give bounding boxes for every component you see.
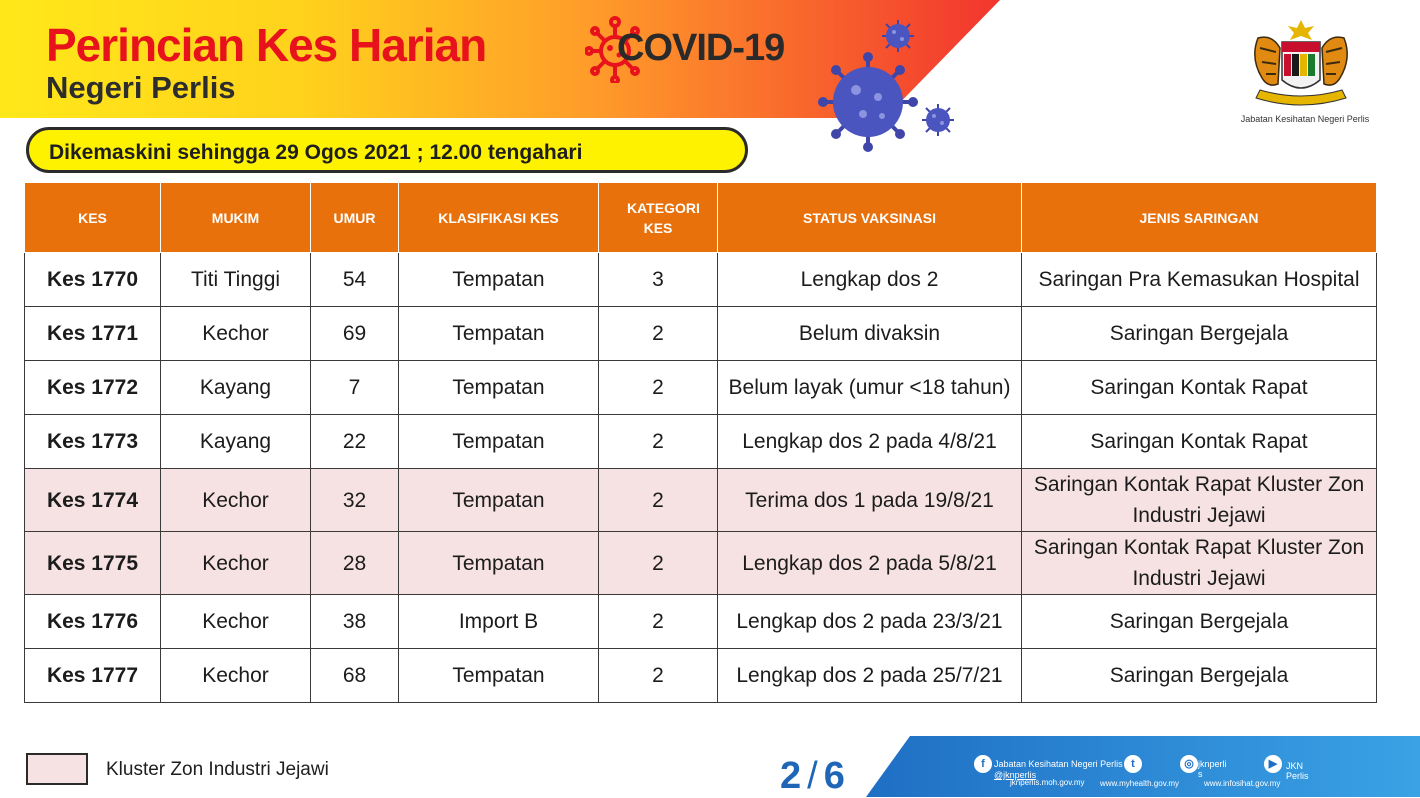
vaccination-status-cell: Lengkap dos 2 pada 23/3/21 [718, 595, 1022, 649]
vaccination-status-cell: Lengkap dos 2 pada 25/7/21 [718, 649, 1022, 703]
website-link[interactable]: www.infosihat.gov.my [1204, 779, 1281, 788]
category-cell: 2 [599, 469, 718, 532]
facebook-label[interactable]: Jabatan Kesihatan Negeri Perlis [994, 759, 1123, 769]
column-header-klasifikasi: KLASIFIKASI KES [399, 183, 599, 253]
page-title: Perincian Kes Harian [46, 19, 487, 71]
mukim-cell: Titi Tinggi [161, 253, 311, 307]
classification-cell: Tempatan [399, 469, 599, 532]
table-row [25, 415, 1377, 469]
vaccination-status-cell: Belum layak (umur <18 tahun) [718, 361, 1022, 415]
case-id: Kes 1770 [25, 253, 161, 307]
total-pages: 6 [823, 755, 845, 797]
age-cell: 54 [311, 253, 399, 307]
coat-of-arms-icon [1238, 18, 1364, 114]
table-row [25, 649, 1377, 703]
category-cell: 2 [599, 532, 718, 595]
table-row-cluster [25, 532, 1377, 595]
table-header-row [25, 183, 1377, 253]
table-row-cluster [25, 469, 1377, 532]
mukim-cell: Kechor [161, 469, 311, 532]
vaccination-status-cell: Terima dos 1 pada 19/8/21 [718, 469, 1022, 532]
classification-cell: Tempatan [399, 307, 599, 361]
screening-type-cell: Saringan Kontak Rapat [1022, 361, 1377, 415]
category-cell: 3 [599, 253, 718, 307]
vaccination-status-cell: Belum divaksin [718, 307, 1022, 361]
table-row [25, 253, 1377, 307]
classification-cell: Tempatan [399, 361, 599, 415]
category-cell: 2 [599, 649, 718, 703]
age-cell: 7 [311, 361, 399, 415]
mukim-cell: Kechor [161, 649, 311, 703]
category-cell: 2 [599, 595, 718, 649]
case-id: Kes 1772 [25, 361, 161, 415]
screening-type-cell: Saringan Bergejala [1022, 649, 1377, 703]
age-cell: 32 [311, 469, 399, 532]
mukim-cell: Kayang [161, 361, 311, 415]
column-header-kategori: KATEGORI KES [599, 183, 718, 253]
update-text: Dikemaskini sehingga 29 Ogos 2021 ; 12.00 tengahari [49, 141, 583, 164]
category-cell: 2 [599, 307, 718, 361]
case-id: Kes 1773 [25, 415, 161, 469]
classification-cell: Tempatan [399, 253, 599, 307]
age-cell: 22 [311, 415, 399, 469]
mukim-cell: Kechor [161, 307, 311, 361]
screening-type-cell: Saringan Bergejala [1022, 595, 1377, 649]
column-header-umur: UMUR [311, 183, 399, 253]
age-cell: 38 [311, 595, 399, 649]
twitter-icon[interactable]: t [1124, 755, 1142, 773]
screening-type-cell: Saringan Kontak Rapat Kluster Zon Industri Jejawi [1022, 532, 1377, 595]
virus-small-icon [920, 102, 956, 138]
youtube-icon[interactable]: ▶ [1264, 755, 1282, 773]
instagram-icon[interactable]: ◎ [1180, 755, 1198, 773]
case-id: Kes 1774 [25, 469, 161, 532]
page-subtitle: Negeri Perlis [46, 70, 236, 105]
column-header-status: STATUS VAKSINASI [718, 183, 1022, 253]
update-banner [26, 127, 748, 173]
website-link[interactable]: jknperlis.moh.gov.my [1010, 778, 1085, 787]
mukim-cell: Kayang [161, 415, 311, 469]
department-name: Jabatan Kesihatan Negeri Perlis [1240, 114, 1370, 124]
covid-logo [585, 15, 795, 83]
category-cell: 2 [599, 415, 718, 469]
screening-type-cell: Saringan Bergejala [1022, 307, 1377, 361]
virus-small-icon [880, 18, 916, 54]
mukim-cell: Kechor [161, 595, 311, 649]
case-id: Kes 1777 [25, 649, 161, 703]
current-page: 2 [780, 755, 802, 797]
virus-large-icon [818, 52, 918, 152]
case-id: Kes 1771 [25, 307, 161, 361]
table-row [25, 361, 1377, 415]
mukim-cell: Kechor [161, 532, 311, 595]
case-id: Kes 1775 [25, 532, 161, 595]
age-cell: 28 [311, 532, 399, 595]
website-link[interactable]: www.myhealth.gov.my [1100, 779, 1179, 788]
instagram-label[interactable]: jknperli s [1198, 759, 1227, 779]
classification-cell: Tempatan [399, 532, 599, 595]
vaccination-status-cell: Lengkap dos 2 pada 5/8/21 [718, 532, 1022, 595]
page-indicator [780, 755, 845, 798]
table-row [25, 307, 1377, 361]
vaccination-status-cell: Lengkap dos 2 pada 4/8/21 [718, 415, 1022, 469]
classification-cell: Tempatan [399, 649, 599, 703]
screening-type-cell: Saringan Kontak Rapat Kluster Zon Industri Jejawi [1022, 469, 1377, 532]
column-header-mukim: MUKIM [161, 183, 311, 253]
legend-label: Kluster Zon Industri Jejawi [106, 759, 329, 780]
case-id: Kes 1776 [25, 595, 161, 649]
screening-type-cell: Saringan Kontak Rapat [1022, 415, 1377, 469]
category-cell: 2 [599, 361, 718, 415]
age-cell: 69 [311, 307, 399, 361]
classification-cell: Tempatan [399, 415, 599, 469]
twitter-handle[interactable]: @jknperlis [994, 770, 1037, 780]
covid-label: COVID-19 [617, 27, 785, 69]
column-header-saringan: JENIS SARINGAN [1022, 183, 1377, 253]
classification-cell: Import B [399, 595, 599, 649]
column-header-kes: KES [25, 183, 161, 253]
screening-type-cell: Saringan Pra Kemasukan Hospital [1022, 253, 1377, 307]
case-table [24, 182, 1377, 703]
facebook-icon[interactable]: f [974, 755, 992, 773]
page-separator: / [807, 755, 818, 797]
legend-swatch [26, 753, 88, 785]
vaccination-status-cell: Lengkap dos 2 [718, 253, 1022, 307]
table-row [25, 595, 1377, 649]
age-cell: 68 [311, 649, 399, 703]
youtube-label[interactable]: JKN Perlis [1286, 761, 1309, 781]
